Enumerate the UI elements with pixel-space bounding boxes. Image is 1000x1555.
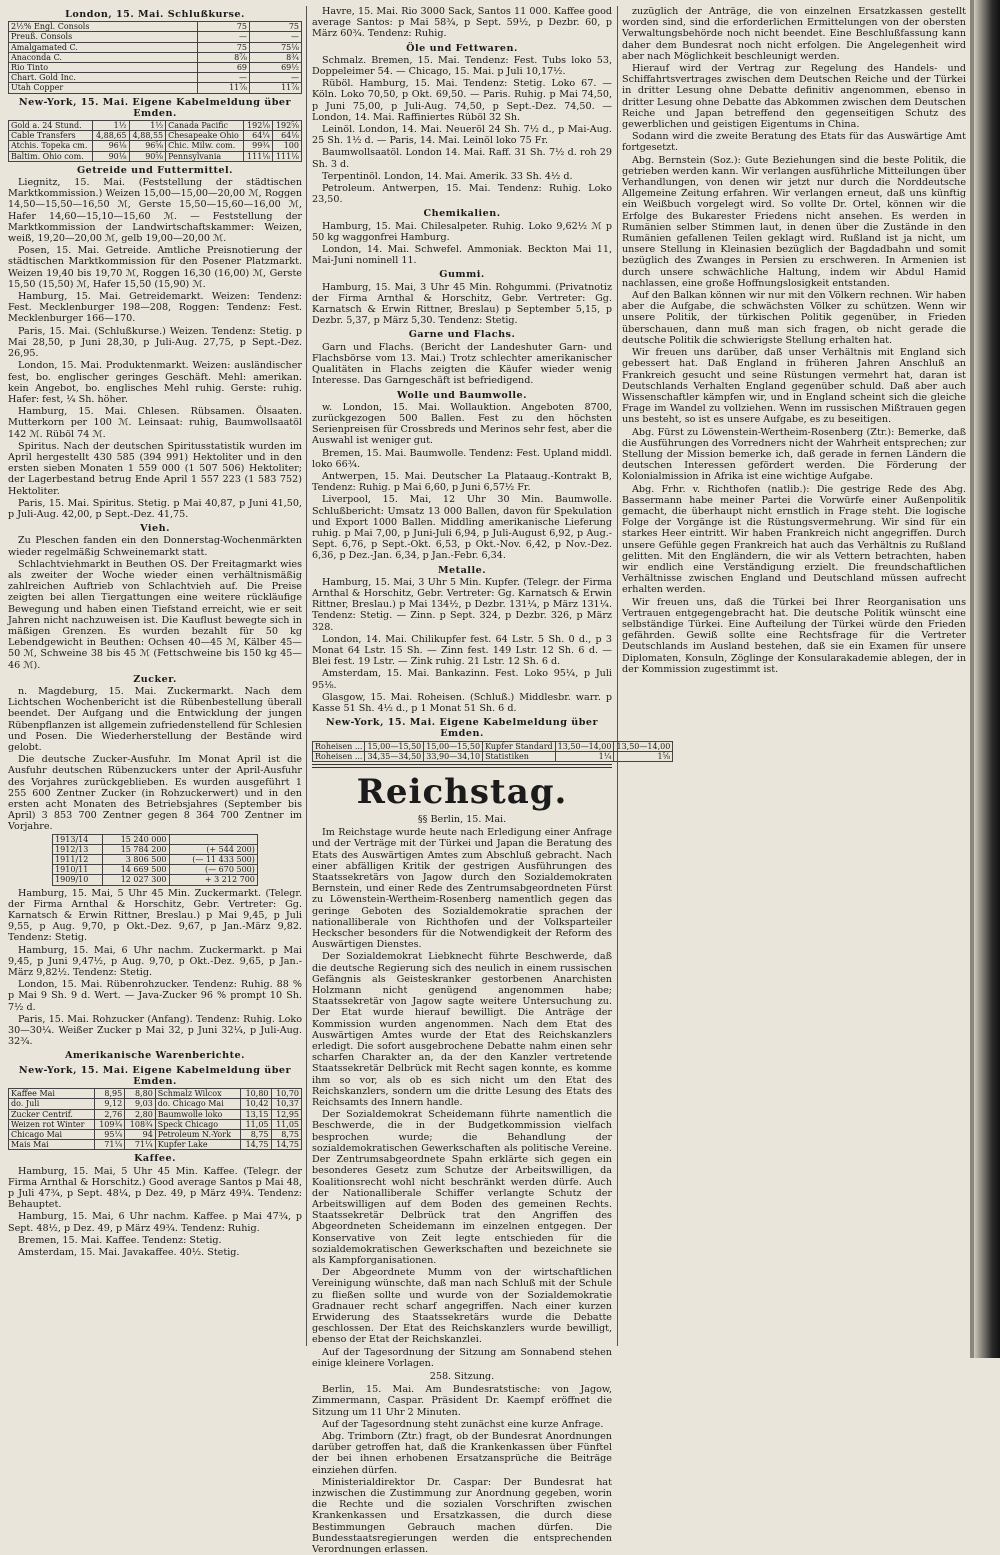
- table-cell: Pennsylvania: [166, 151, 244, 161]
- sitzung-paragraph: Auf der Tagesordnung steht zunächst eine kurze Anfrage.: [322, 1418, 604, 1430]
- table-cell: Mais Mai: [9, 1140, 95, 1150]
- table-cell: Baumwolle loko: [155, 1109, 240, 1119]
- table-cell: 71¼: [94, 1140, 125, 1150]
- table-cell: 13,15: [241, 1109, 271, 1119]
- table-cell: 4,88,65: [92, 131, 129, 141]
- market-report: Hamburg, 15. Mai, 3 Uhr 45 Min. Rohgummi. (Privatnotiz der Firma Arnthal & Horschitz, Gebr. Vertreter: Gg. Karnatsch & Erwin Rittner, Breslau) p September 5,15, p Dezbr. 5,37, p März 5,30. Tendenz: Stetig.: [312, 281, 612, 327]
- table-cell: Baltim. Ohio com.: [9, 151, 93, 161]
- table-cell: Preuß. Consols: [9, 32, 198, 42]
- oils-section-header: Öle und Fettwaren.: [406, 42, 518, 54]
- table-cell: 8¾: [250, 52, 302, 62]
- table-cell: 2½% Engl. Consols: [9, 22, 198, 32]
- market-report: Hamburg, 15. Mai, 5 Uhr 45 Min. Kaffee. (Telegr. der Firma Arnthal & Horschitz.) Good average Santos p Mai 48, p Juli 47¾, p Sept. 48¼, p Dez. 49, p März 49¾. Tendenz: Behauptet.: [8, 1165, 302, 1211]
- table-cell: 95¼: [94, 1129, 125, 1139]
- table-cell: 1910/11: [53, 865, 103, 875]
- newyork-goods-header: New-York, 15. Mai. Eigene Kabelmeldung über Emden.: [18, 1064, 292, 1087]
- table-row: [53, 875, 258, 885]
- table-cell: 8,95: [94, 1089, 125, 1099]
- table-row: [53, 834, 258, 844]
- table-cell: 64¼: [244, 131, 273, 141]
- table-cell: Gold a. 24 Stund.: [9, 121, 93, 131]
- table-row: [313, 751, 673, 761]
- table-cell: Zucker Centrif.: [9, 1109, 95, 1119]
- sugar-section-header: Zucker.: [133, 673, 177, 685]
- table-cell: 1½: [92, 121, 129, 131]
- table-cell: Statistiken: [483, 751, 556, 761]
- table-cell: 1912/13: [53, 844, 103, 854]
- newyork-header: New-York, 15. Mai. Eigene Kabelmeldung über Emden.: [18, 96, 292, 119]
- sitzung-paragraph: Berlin, 15. Mai. Am Bundesratstische: von Jagow, Zimmermann, Caspar. Präsident Dr. Kaempf eröffnet die Sitzung um 11 Uhr 2 Minuten.: [312, 1384, 612, 1418]
- table-cell: 12,95: [271, 1109, 302, 1119]
- table-cell: 8,75: [271, 1129, 302, 1139]
- table-cell: 10,37: [271, 1099, 302, 1109]
- debate-paragraph: Abg. Fürst zu Löwenstein-Wertheim-Rosenberg (Ztr.): Bemerke, daß die Ausführungen des Vorredners nicht der Wahrheit entsprechen; zur Stellung der Mission bemerke ich, daß gerade in fernen Ländern die deutschen Interessen gefördert werden. Die Förderung der Kolonialmission in Afrika ist eine wichtige Aufgabe.: [622, 426, 966, 483]
- table-cell: 11,05: [241, 1119, 271, 1129]
- wool-reports: [312, 402, 612, 562]
- table-cell: 15,00—15,50: [424, 741, 483, 751]
- table-cell: 111⅛: [273, 151, 302, 161]
- table-cell: 75: [198, 22, 250, 32]
- debate-paragraph: Abg. Frhr. v. Richthofen (natlib.): Die gestrige Rede des Abg. Bassermann habe meiner Partei die Vorwürfe einer Außenpolitik gemacht, die überhaupt nicht ernstlich in Frage steht. Die logische Folge der Vorgänge ist die Rüstungsvermehrung. Wir sind für ein starkes Heer eintritt. Wir haben Frankreich nicht angegriffen. Durch unsere Gefühle gegen Frankreich hat auch das Verhältnis zu Rußland gelitten. Mit den Engländern, die wir als Vettern betrachten, haben wir endlich eine Verständigung erzielt. Die freundschaftlichen Verhältnisse zwischen England und Deutschland müssen aufrecht erhalten werden.: [622, 483, 966, 596]
- table-cell: —: [198, 73, 250, 83]
- debate-paragraph: zuzüglich der Anträge, die von einzelnen Ersatzkassen gestellt worden sind, sind die erforderlichen Ermittelungen von der obersten Verwaltungsbehörde noch nicht beendet. Eine Beschlußfassung kann daher dem Bundesrat noch nicht erfolgen. Die Angelegenheit wird aber nach Möglichkeit beschleunigt werden.: [622, 6, 966, 62]
- table-cell: 11⅞: [250, 83, 302, 93]
- table-cell: —: [250, 73, 302, 83]
- table-cell: 11,05: [271, 1119, 302, 1129]
- market-report: Spiritus. Nach der deutschen Spiritusstatistik wurden im April hergestellt 430 585 (394 991) Hektoliter und in den ersten sieben Monaten 1 559 000 (1 507 506) Hektoliter; der Lagerbestand betrug Ende April 1 557 223 (1 583 752) Hektoliter.: [8, 440, 302, 497]
- table-row: [9, 42, 302, 52]
- reichstag-column-right: [622, 6, 966, 1350]
- table-cell: —: [250, 32, 302, 42]
- table-cell: Speck Chicago: [155, 1119, 240, 1129]
- grain-reports: [8, 177, 302, 520]
- table-cell: 33,90—34,10: [424, 751, 483, 761]
- table-cell: 10,80: [241, 1089, 271, 1099]
- reichstag-title: Reichstag.: [356, 772, 568, 812]
- market-report: Paris, 15. Mai. Rohzucker (Anfang). Tendenz: Ruhig. Loko 30—30¼. Weißer Zucker p Mai 32, p Juni 32¼, p Juli-Aug. 32¾.: [8, 1013, 302, 1048]
- cattle-reports: [8, 535, 302, 670]
- table-row: [53, 855, 258, 865]
- market-report: Amsterdam, 15. Mai. Bankazinn. Fest. Loko 95¼, p Juli 95⅛.: [312, 668, 612, 691]
- table-cell: 100: [273, 141, 302, 151]
- table-cell: 12 027 300: [103, 875, 169, 885]
- reichstag-paragraph: Der Sozialdemokrat Scheidemann führte namentlich die Beschwerde, die in der Budgetkommission vielfach besprochen wurde; die Behandlung der sozialdemokratischen Gewerkschaften als politische Vereine. Der Zentrumsabgeordnete Spahn erklärte sich gegen ein besonderes Gesetz zum Schutze der Arbeitswilligen, da Koalitionsrecht wohl nicht beschränkt werden dürfe. Auch der Nationalliberale Schiffer verlangte Schutz der Arbeitswilligen auf dem Boden des gemeinen Rechts. Staatssekretär Delbrück trat den Angriffen des Abgeordneten Scheidemann im einzelnen entgegen. Der Konservative von Zeit legte entschieden für die sozialdemokratischen Gewerkschaften und bezeichnete sie als Kampforganisationen.: [312, 1109, 612, 1266]
- table-row: [9, 32, 302, 42]
- table-cell: + 3 212 700: [169, 875, 257, 885]
- table-cell: 94: [125, 1129, 156, 1139]
- table-cell: 1¼: [555, 751, 614, 761]
- debate-paragraph: Auf den Balkan können wir nur mit den Völkern rechnen. Wir haben aber die Aufgabe, die schwächsten Völker zu schützen. Wenn wir unsere Politik, der türkischen Politik gegenüber, in Frieden überschauen, dann muß man sich fragen, ob nicht gerade die deutsche Politik die schwierigste Stellung erhalten hat.: [622, 290, 966, 346]
- table-row: [9, 141, 302, 151]
- table-cell: 2,80: [125, 1109, 156, 1119]
- table-row: [53, 865, 258, 875]
- column-rule: [617, 6, 618, 1346]
- market-column-left: [8, 6, 302, 1350]
- market-report: Paris, 15. Mai. (Schlußkurse.) Weizen. Tendenz: Stetig. p Mai 28,50, p Juni 28,30, p Juli-Aug. 27,75, p Sept.-Dez. 26,95.: [8, 325, 302, 360]
- coffee-reports: [8, 1166, 302, 1259]
- table-cell: Roheisen ...: [313, 741, 365, 751]
- table-cell: 69: [198, 63, 250, 73]
- table-cell: 1911/12: [53, 855, 103, 865]
- debate-paragraph: Abg. Bernstein (Soz.): Gute Beziehungen sind die beste Politik, die getrieben werden kann. Wir verlangen ausführliche Mitteilungen über Verhandlungen, von denen wir jetzt nur durch die Norddeutsche Allgemeine Zeitung erfahren. Wir verlangen erneut, daß uns künftig ein Weißbuch vorgelegt wird. So vollte Dr. Ortel, können wir die Erfolge des Bukarester Friedens nicht ansehen. Es werden in Rumänien selber Stimmen laut, in denen über die Zustände in den Rumänien gefallenen Teilen geklagt wird. Rußland ist ja nicht, um unsere Stellung in Kleinasien bezüglich der Bagdadbahn und somit bezüglich des Zwanges in Persien zu erschweren. In Armenien ist durch unsere schwächliche Haltung, indem wir Abdul Hamid nachlassen, eine große Hoffnungslosigkeit entstanden.: [622, 154, 966, 289]
- chemicals-reports: [312, 221, 612, 267]
- table-cell: 15,00—15,50: [365, 741, 424, 751]
- oils-reports: [312, 55, 612, 206]
- table-row: [9, 52, 302, 62]
- table-cell: 9,12: [94, 1099, 125, 1109]
- table-row: [9, 151, 302, 161]
- table-cell: Chic. Milw. com.: [166, 141, 244, 151]
- table-cell: 90⅛: [92, 151, 129, 161]
- market-report: Baumwollsaatöl. London 14. Mai. Raff. 31 Sh. 7½ d. roh 29 Sh. 3 d.: [312, 147, 612, 170]
- reichstag-paragraph: Der Sozialdemokrat Liebknecht führte Beschwerde, daß die deutsche Regierung sich des neulich in einem russischen Gefängnis als Geisteskranker gestorbenen Anarchisten Holzmann nicht genügend angenommen habe; Staatssekretär von Jagow sagte weitere Untersuchung zu. Der Etat wurde hierauf bewilligt. Die Anträge der Kommission wurden angenommen. Nach dem Etat des Auswärtigen Amtes wurde der Etat des Reichskanzlers erledigt. Die sofort ausgebrochene Debatte nahm einen sehr scharfen Charakter an, da der den Kanzler vertretende Staatssekretär Delbrück mit Recht sagen konnte, es komme ihm so vor, als ob es sich nicht um den Etat des Reichskanzlers, sondern um die dritte Lesung des Etats des Reichsamts des Innern handle.: [312, 951, 612, 1109]
- table-cell: 1913/14: [53, 834, 103, 844]
- table-cell: 10,70: [271, 1089, 302, 1099]
- table-row: [9, 1099, 302, 1109]
- table-cell: 13,50—14,00: [555, 741, 614, 751]
- table-row: [9, 83, 302, 93]
- table-cell: 3 806 500: [103, 855, 169, 865]
- table-row: [9, 22, 302, 32]
- table-cell: (+ 544 200): [169, 844, 257, 854]
- table-cell: Kupfer Lake: [155, 1140, 240, 1150]
- newyork-metals-table: [312, 741, 673, 762]
- coffee-section-header: Kaffee.: [134, 1153, 176, 1165]
- market-report: Hamburg, 15. Mai, 6 Uhr nachm. Kaffee. p Mai 47¾, p Sept. 48½, p Dez. 49, p März 49¾. Tendenz: Ruhig.: [8, 1211, 302, 1234]
- market-report: Schlachtviehmarkt in Beuthen OS. Der Freitagmarkt wies als zweiter der Woche wieder einen verhältnismäßig zahlreichen Auftrieb von Schlachtvieh auf. Die Preise zeigten bei allen Tiergattungen eine weitere rückläufige Bewegung und haben einen Tiefstand erreicht, wie er seit Jahren nicht nachzuweisen ist. Die Kauflust bewegte sich in mäßigen Grenzen. Es wurden bezahlt für 50 kg Lebendgewicht in Beuthen: Ochsen 40—45 ℳ, Kälber 45—50 ℳ, Schweine 38 bis 45 ℳ (Fettschweine bis 150 kg 45—46 ℳ).: [8, 558, 302, 671]
- table-cell: 1½: [129, 121, 166, 131]
- reichstag-report: [312, 827, 612, 1369]
- newyork-quotes-table: [8, 120, 302, 162]
- table-cell: Canada Pacific: [166, 121, 244, 131]
- market-report: Hamburg, 15. Mai, 3 Uhr 5 Min. Kupfer. (Telegr. der Firma Arnthal & Horschitz, Gebr. Vertreter: Gg. Karnatsch & Erwin Rittner, Breslau.) p Mai 134½, p Dezbr. 131¼, p März 131¼. Tendenz: Stetig. — Zinn. p Sept. 324, p Dezbr. 326, p März 328.: [312, 576, 612, 633]
- table-row: [9, 131, 302, 141]
- table-cell: 14 669 500: [103, 865, 169, 875]
- table-cell: 96⅝: [129, 141, 166, 151]
- market-report: London, 14. Mai. Chilikupfer fest. 64 Lstr. 5 Sh. 0 d., p 3 Monat 64 Lstr. 15 Sh. — Zinn fest. 149 Lstr. 12 Sh. 6 d. — Blei fest. 19 Lstr. — Zink ruhig. 21 Lstr. 12 Sh. 6 d.: [312, 633, 612, 668]
- table-row: [53, 844, 258, 854]
- table-cell: —: [198, 32, 250, 42]
- table-row: [9, 63, 302, 73]
- metals-reports: [312, 577, 612, 714]
- table-cell: Chesapeake Ohio: [166, 131, 244, 141]
- section-divider: [312, 764, 612, 768]
- column-rule: [306, 6, 307, 1346]
- table-cell: (— 670 500): [169, 865, 257, 875]
- table-cell: 109¾: [94, 1119, 125, 1129]
- market-report: w. London, 15. Mai. Wollauktion. Angeboten 8700, zurückgezogen 500 Ballen. Fest zu den höchsten Serienpreisen für Crossbreds und Merinos sehr fest, aber die Auswahl ist weniger gut.: [312, 401, 612, 447]
- grain-section-header: Getreide und Futtermittel.: [76, 164, 234, 176]
- market-report: Terpentinöl. London, 14. Mai. Amerik. 33 Sh. 4½ d.: [322, 170, 573, 182]
- chemicals-section-header: Chemikalien.: [423, 208, 501, 220]
- table-cell: 8⅞: [198, 52, 250, 62]
- sitzung-paragraph: Ministerialdirektor Dr. Caspar: Der Bundesrat hat inzwischen die Zustimmung zur Anordnung gegeben, worin die Rechte und die sozialen Vorschriften zwischen Krankenkassen und Ersatzkassen, die durch diese Bestimmungen Gebrauch machen dürfen. Die Bundesstaatsregierungen werden die entsprechenden Verordnungen erlassen.: [312, 1476, 612, 1555]
- market-report: Hamburg, 15. Mai. Getreidemarkt. Weizen: Tendenz: Fest. Mecklenburger 198—208, Roggen: Tendenz: Fest. Mecklenburger 166—170.: [8, 291, 302, 325]
- table-cell: 8,75: [241, 1129, 271, 1139]
- table-cell: Chicago Mai: [9, 1129, 95, 1139]
- table-cell: 4,88,55: [129, 131, 166, 141]
- debate-paragraph: Wir freuen uns, daß die Türkei bei Ihrer Reorganisation uns Vertrauen entgegengebracht hat. Die deutsche Politik wünscht eine selbständige Türkei. Eine Aufteilung der Türkei würde den Frieden gefährden. Gewiß sollte eine Rechtsfrage für die Vertreter Deutschlands im Ausland bestehen, daß sie ein Examen für unsere Diplomaten, Konsuln, Zöglinge der Konsularakademie ablegen, der in der Kommission zugestimmt ist.: [622, 596, 966, 675]
- table-cell: Weizen rot Winter: [9, 1119, 95, 1129]
- market-column-middle: [312, 6, 671, 1555]
- sugar-reports: [8, 686, 302, 833]
- sitzung-title: 258. Sitzung.: [429, 1370, 495, 1382]
- wool-section-header: Wolle und Baumwolle.: [397, 389, 527, 401]
- table-cell: 11⅞: [198, 83, 250, 93]
- table-cell: do. Chicago Mai: [155, 1099, 240, 1109]
- table-cell: (— 11 433 500): [169, 855, 257, 865]
- debate-paragraph: Wir freuen uns darüber, daß unser Verhältnis mit England sich gebessert hat. Daß England in früheren Jahren Anschluß an Frankreich gesucht und seine Rüstungen vermehrt hat, daran ist Deutschlands Verhalten England gegenüber schuld. Daß aber auch Wissenschaftler kämpfen wir, und in England scheint sich die gleiche Frage im Wandel zu vollziehen. Wenn im russischen Mißtrauen gegen uns besteht, so ist es unsere Aufgabe, es zu beseitigen.: [622, 347, 966, 426]
- table-cell: 15 240 000: [103, 834, 169, 844]
- table-cell: 192⅝: [273, 121, 302, 131]
- reichstag-dateline: §§ Berlin, 15. Mai.: [417, 814, 507, 825]
- market-report: Antwerpen, 15. Mai. Deutscher La Plataaug.-Kontrakt B, Tendenz: Ruhig. p Mai 6,60, p Juni 6,57½ Fr.: [312, 470, 612, 494]
- yarn-section-header: Garne und Flachs.: [408, 329, 516, 341]
- table-row: [9, 73, 302, 83]
- table-cell: Utah Copper: [9, 83, 198, 93]
- table-cell: Kupfer Standard: [483, 741, 556, 751]
- table-row: [9, 121, 302, 131]
- table-cell: 75: [250, 22, 302, 32]
- market-report: Bremen, 15. Mai. Kaffee. Tendenz: Stetig.: [18, 1234, 222, 1246]
- market-report: Posen, 15. Mai. Getreide. Amtliche Preisnotierung der städtischen Marktkommission für den Posener Platzmarkt. Weizen 19,40 bis 19,70 ℳ, Roggen 16,30 (16,00) ℳ, Gerste 15,50 (15,50) ℳ, Hafer 15,50 (15,90) ℳ.: [8, 245, 302, 290]
- table-cell: 99¾: [244, 141, 273, 151]
- table-cell: 13,50—14,00: [614, 741, 673, 751]
- rubber-reports: [312, 282, 612, 327]
- table-cell: 9,03: [125, 1099, 156, 1109]
- table-cell: 71¼: [125, 1140, 156, 1150]
- table-cell: Rio Tinto: [9, 63, 198, 73]
- table-cell: Schmalz Wilcox: [155, 1089, 240, 1099]
- market-report: Die deutsche Zucker-Ausfuhr. Im Monat April ist die Ausfuhr deutschen Rübenzuckers unter der April-Ausfuhr des Vorjahres zurückgeblieben. Es wurden ausgeführt 1 255 600 Zentner Zucker (in Rohzuckerwert) und in den ersten acht Monaten des Betriebsjahres (September bis April) 3 853 700 Zentner gegen 8 364 700 Zentner im Vorjahre.: [8, 754, 302, 833]
- market-report: Liegnitz, 15. Mai. (Feststellung der städtischen Marktkommission.) Weizen 15,00—15,00—20,00 ℳ, Roggen 14,50—15,50—16,50 ℳ, Gerste 15,50—15,60—16,00 ℳ, Hafer 14,60—15,10—15,60 ℳ. — Feststellung der Marktkommission der Landwirtschaftskammer: Weizen, weiß, 19,20—20,00 ℳ, gelb 19,00—20,00 ℳ.: [8, 177, 302, 245]
- table-cell: 14,75: [241, 1140, 271, 1150]
- market-report: Paris, 15. Mai. Spiritus. Stetig. p Mai 40,87, p Juni 41,50, p Juli-Aug. 42,00, p Sept.-Dez. 41,75.: [8, 497, 302, 520]
- table-cell: 90⅝: [129, 151, 166, 161]
- market-report: Bremen, 15. Mai. Baumwolle. Tendenz: Fest. Upland middl. loko 66¾.: [312, 447, 612, 470]
- table-cell: 1909/10: [53, 875, 103, 885]
- market-report: Hamburg, 15. Mai. Chilesalpeter. Ruhig. Loko 9,62½ ℳ p 50 kg waggonfrei Hamburg.: [312, 220, 612, 243]
- table-cell: 14,75: [271, 1140, 302, 1150]
- market-report: Hamburg, 15. Mai, 6 Uhr nachm. Zuckermarkt. p Mai 9,45, p Juni 9,47½, p Aug. 9,70, p Okt.-Dez. 9,65, p Jan.-März 9,82½. Tendenz: Stetig.: [8, 944, 302, 979]
- metals-section-header: Metalle.: [437, 564, 487, 576]
- debate-paragraph: Sodann wird die zweite Beratung des Etats für das Auswärtige Amt fortgesetzt.: [622, 131, 966, 154]
- table-cell: Cable Transfers: [9, 131, 93, 141]
- market-report: Zu Pleschen fanden ein den Donnerstag-Wochenmärkten wieder regelmäßig Schweinemarkt statt.: [8, 535, 302, 558]
- table-cell: 15 784 200: [103, 844, 169, 854]
- market-report: Leinöl. London, 14. Mai. Neueröl 24 Sh. 7½ d., p Mai-Aug. 25 Sh. 1½ d. — Paris, 14. Mai. Leinöl loko 75 Fr.: [312, 124, 612, 147]
- reichstag-paragraph: Auf der Tagesordnung der Sitzung am Sonnabend stehen einige kleinere Vorlagen.: [312, 1346, 612, 1369]
- table-cell: 75⅛: [250, 42, 302, 52]
- binding-edge: [974, 0, 1000, 1358]
- table-cell: 1⅝: [614, 751, 673, 761]
- table-cell: 8,80: [125, 1089, 156, 1099]
- sugar-export-table: [52, 834, 258, 886]
- market-report: Petroleum. Antwerpen, 15. Mai. Tendenz: Ruhig. Loko 23,50.: [312, 183, 612, 206]
- sitzung-paragraph: Abg. Trimborn (Ztr.) fragt, ob der Bundesrat Anordnungen darüber getroffen hat, daß die Krankenkassen über Fünftel der bei ihnen erhobenen Ersatzansprüche die Beiträge einziehen dürfen.: [312, 1430, 612, 1476]
- market-report: Amsterdam, 15. Mai. Javakaffee. 40½. Stetig.: [18, 1246, 240, 1258]
- market-report: Hamburg, 15. Mai. Chlesen. Rübsamen. Ölsaaten. Mutterkorn per 100 ℳ. Leinsaat: ruhig, Baumwollsaatöl 142 ℳ. Rüböl 74 ℳ.: [8, 406, 302, 440]
- reichstag-paragraph: Im Reichstage wurde heute nach Erledigung einer Anfrage und der Verträge mit der Türkei und Japan die Beratung des Etats des Auswärtigen Amtes zum Abschluß gebracht. Nach einer abfälligen Kritik der gestrigen Ausführungen des Staatssekretärs von Jagow durch den Sozialdemokraten Bernstein, und einer Rede des Zentrumsabgeordneten Fürst zu Löwenstein-Wertheim-Rosenberg namentlich gegen das geringe Geboten des Sozialdemokratie sprachen der nationalliberale von Richthofen und der Volksparteiler Heckscher besonders für die Notwendigkeit der Reform des Auswärtigen Dienstes.: [312, 827, 612, 951]
- table-cell: Atchis. Topeka cm.: [9, 141, 93, 151]
- table-cell: Amalgamated C.: [9, 42, 198, 52]
- table-cell: 64⅛: [273, 131, 302, 141]
- sitzung-report: [312, 1384, 612, 1555]
- sugar-market-reports: [8, 888, 302, 1048]
- table-row: [9, 1129, 302, 1139]
- market-report: London, 15. Mai. Produktenmarkt. Weizen: ausländischer fest, bo. englischer geringes Geschäft. Mehl: amerikan. kein Angebot, bo. englisches Mehl ruhig. Gerste: ruhig. Hafer: fest, ¼ Sh. höher.: [8, 360, 302, 405]
- table-row: [9, 1119, 302, 1129]
- market-report: Liverpool, 15. Mai, 12 Uhr 30 Min. Baumwolle. Schlußbericht: Umsatz 13 000 Ballen, davon für Spekulation und Export 1000 Ballen. Middling amerikanische Lieferung ruhig. p Mai 7,00, p Juni-Juli 6,94, p Juli-August 6,92, p Aug.-Sept. 6,76, p Sept.-Okt. 6,53, p Okt.-Nov. 6,42, p Nov.-Dez. 6,36, p Dez.-Jan. 6,34, p Jan.-Febr. 6,34.: [312, 494, 612, 562]
- london-header: London, 15. Mai. Schlußkurse.: [65, 9, 245, 20]
- market-report: Garn und Flachs. (Bericht der Landeshuter Garn- und Flachsbörse vom 13. Mai.) Trotz schlechter amerikanischer Qualitäten in Flachs zeigten die Käufer wieder wenig Interesse. Das Garngeschäft ist befriedigend.: [312, 341, 612, 387]
- table-cell: 75: [198, 42, 250, 52]
- table-cell: 96⅛: [92, 141, 129, 151]
- table-cell: 108¾: [125, 1119, 156, 1129]
- table-row: [9, 1140, 302, 1150]
- table-row: [9, 1089, 302, 1099]
- london-quotes-table: [8, 21, 302, 93]
- market-report: Hamburg, 15. Mai, 5 Uhr 45 Min. Zuckermarkt. (Telegr. der Firma Arnthal & Horschitz, Gebr. Vertreter: Gg. Karnatsch & Erwin Rittner, Breslau.) p Mai 9,45, p Juli 9,55, p Aug. 9,70, p Okt.-Dez. 9,67, p Jan.-März 9,82. Tendenz: Stetig.: [8, 887, 302, 944]
- table-cell: Roheisen ...: [313, 751, 365, 761]
- table-cell: 10,42: [241, 1099, 271, 1109]
- reichstag-paragraph: Der Abgeordnete Mumm von der wirtschaftlichen Vereinigung wünschte, daß man nach Schluß mit der Schule zu fließen sollte und wurde von der Sozialdemokratie Gradnauer recht scharf angegriffen. Nach einer kurzen Erwiderung des Staatssekretärs wurde die Debatte geschlossen. Der Etat des Reichskanzlers wurde bewilligt, ebenso der Etat der Reichskanzlei.: [312, 1267, 612, 1346]
- debate-paragraph: Hierauf wird der Vertrag zur Regelung des Handels- und Schiffahrtsvertrages zwischen dem Deutschen Reiche und der Türkei in dritter Lesung ohne Debatte definitiv angenommen, ebenso in dritter Lesung ohne Debatte das Abkommen zwischen dem Deutschen Reiche und Japan betreffend den gegenseitigen Schutz des gewerblichen und geistigen Eigentums in China.: [622, 63, 966, 131]
- yarn-reports: [312, 342, 612, 387]
- american-section-header: Amerikanische Warenberichte.: [64, 1050, 246, 1062]
- market-report: Rüböl. Hamburg, 15. Mai. Tendenz: Stetig. Loko 67. — Köln. Loko 70,50, p Okt. 69,50. — Paris. Ruhig. p Mai 74,50, p Juni 75,00, p Juli-Aug. 74,50, p Sept.-Dez. 74,50. — London, 14. Mai. Raffiniertes Rüböl 32 Sh.: [312, 78, 612, 123]
- table-cell: Anaconda C.: [9, 52, 198, 62]
- market-report: Schmalz. Bremen, 15. Mai. Tendenz: Fest. Tubs loko 53, Doppeleimer 54. — Chicago, 15. Mai. p Juli 10,17½.: [312, 54, 612, 78]
- market-report: n. Magdeburg, 15. Mai. Zuckermarkt. Nach dem Lichtschen Wochenbericht ist die Rübenbestellung überall beendet. Der Aufgang und die Entwicklung der jungen Rübenpflanzen ist allgemein zufriedenstellend für Schlesien und Posen. Die Wiederherstellung der Bestände wird gelobt.: [8, 685, 302, 753]
- coffee-havre-report: [312, 6, 612, 40]
- table-row: [313, 741, 673, 751]
- american-goods-table: [8, 1088, 302, 1150]
- table-cell: 111⅛: [244, 151, 273, 161]
- table-cell: do. Juli: [9, 1099, 95, 1109]
- market-report: Havre, 15. Mai. Rio 3000 Sack, Santos 11 000. Kaffee good average Santos: p Mai 58¾, p Sept. 59½, p Dezbr. 60, p März 60¾. Tendenz: Ruhig.: [312, 6, 612, 40]
- table-cell: Kaffee Mai: [9, 1089, 95, 1099]
- table-cell: 2,76: [94, 1109, 125, 1119]
- market-report: Glasgow, 15. Mai. Roheisen. (Schluß.) Middlesbr. warr. p Kasse 51 Sh. 4½ d., p 1 Monat 51 Sh. 6 d.: [312, 691, 612, 714]
- market-report: London, 15. Mai. Rübenrohzucker. Tendenz: Ruhig. 88 % p Mai 9 Sh. 9 d. Wert. — Java-Zucker 96 % prompt 10 Sh. 7½ d.: [8, 979, 302, 1013]
- cattle-section-header: Vieh.: [140, 523, 170, 535]
- table-cell: Chart. Gold Inc.: [9, 73, 198, 83]
- table-row: [9, 1109, 302, 1119]
- table-cell: 69½: [250, 63, 302, 73]
- table-cell: 34,35—34,50: [365, 751, 424, 761]
- newyork-metals-header: New-York, 15. Mai. Eigene Kabelmeldung über Emden.: [325, 717, 599, 740]
- rubber-section-header: Gummi.: [439, 269, 485, 281]
- table-cell: Petroleum N.-York: [155, 1129, 240, 1139]
- market-report: London, 14. Mai. Schwefel. Ammoniak. Beckton Mai 11, Mai-Juni nominell 11.: [312, 244, 612, 267]
- table-cell: [169, 834, 257, 844]
- table-cell: 192⅛: [244, 121, 273, 131]
- debate-text: [622, 6, 966, 675]
